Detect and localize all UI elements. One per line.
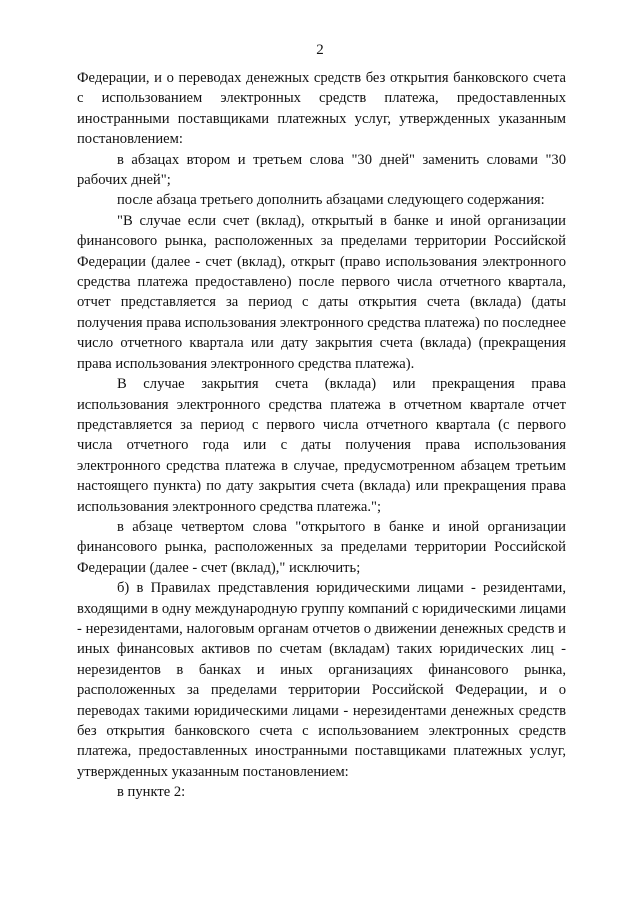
paragraph: В случае закрытия счета (вклада) или прекращения права использования электронного средства платежа в отчетном квартале отчет представляется за период с первого числа отчетного квартала (с первого числа отчетного года или с даты получения права использования электронного средства платежа в случае, предусмотренном абзацем третьим настоящего пункта) по дату закрытия счета (вклада) или прекращения права использования электронного средства платежа."; — [77, 376, 566, 515]
paragraph: после абзаца третьего дополнить абзацами следующего содержания: — [117, 192, 545, 209]
paragraph: б) в Правилах представления юридическими лицами - резидентами, входящими в одну международную группу компаний с юридическими лицами - нерезидентами, налоговым органам отчетов о движении денежных средств и иных финансовых активов по счетам (вкладам) таких юридических лиц - нерезидентов в банках и иных организациях финансового рынка, расположенных за пределами территории Российской Федерации, и о переводах такими юридическими лицами - нерезидентами денежных средств без открытия банковского счета с использованием электронных средств платежа, предоставленных иностранными поставщиками платежных услуг, утвержденных указанным постановлением: — [77, 580, 567, 780]
document-body — [77, 68, 566, 803]
paragraph: Федерации, и о переводах денежных средств без открытия банковского счета с использованием электронных средств платежа, предоставленных иностранными поставщиками платежных услуг, утвержденных указанным постановлением: — [77, 70, 566, 148]
paragraph: "В случае если счет (вклад), открытый в банке и иной организации финансового рынка, расположенных за пределами территории Российской Федерации (далее - счет (вклад), открыт (право использования электронного средства платежа предоставлено) после первого числа отчетного квартала, отчет представляется за период с даты открытия счета (вклада) (даты получения права использования электронного средства платежа) по последнее число отчетного квартала или дату закрытия счета (вклада) (прекращения права использования электронного средства платежа). — [77, 212, 567, 372]
page-number: 2 — [316, 42, 324, 58]
paragraph: в пункте 2: — [117, 784, 186, 801]
paragraph: в абзаце четвертом слова "открытого в банке и иной организации финансового рынка, расположенных за пределами территории Российской Федерации (далее - счет (вклад)," исключить; — [77, 518, 566, 576]
paragraph: в абзацах втором и третьем слова "30 дней" заменить словами "30 рабочих дней"; — [77, 151, 566, 189]
